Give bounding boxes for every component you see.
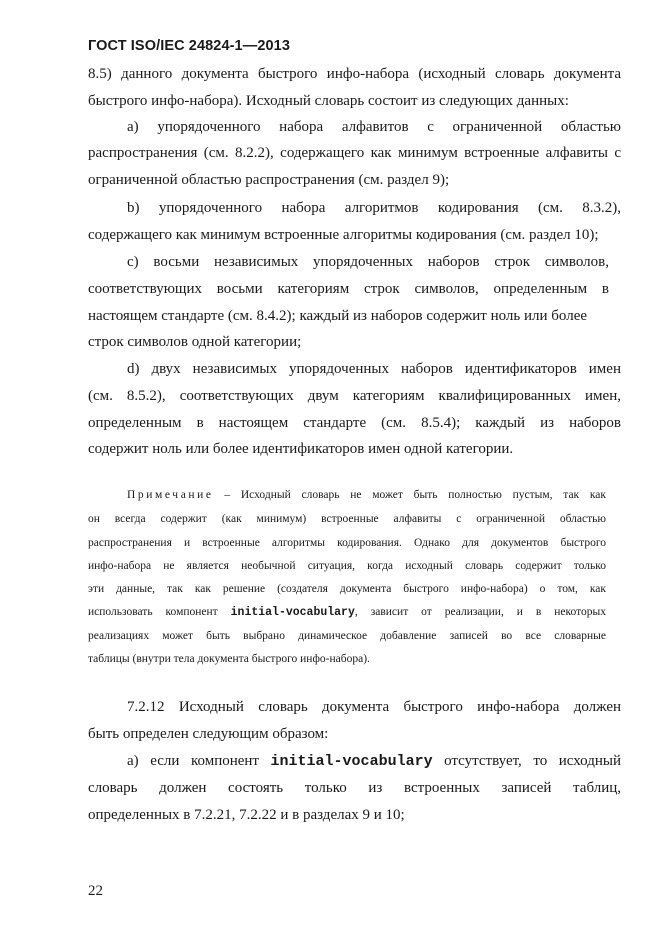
list-item-c-line: строк символов одной категории; — [88, 334, 302, 350]
note-line: таблицы (внутри тела документа быстрого инфо-набора). — [88, 653, 370, 665]
list-item-a-line: распространения (см. 8.2.2), содержащего как минимум встроенные алфавиты с — [88, 145, 621, 161]
note-line: распространения и встроенные алгоритмы кодирования. Однако для документов быстрого — [88, 537, 606, 549]
paragraph-line: быстрого инфо-набора). Исходный словарь состоит из следующих данных: — [88, 93, 569, 109]
code-initial-vocabulary: initial-vocabulary — [230, 606, 355, 619]
page-number: 22 — [88, 883, 103, 899]
note-text: , зависит от реализации, и в некоторых — [354, 606, 606, 618]
document-header: ГОСТ ISO/IEC 24824-1—2013 — [88, 38, 290, 54]
note-line — [88, 604, 606, 621]
list-item-d-line: содержит ноль или более идентификаторов имен одной категории. — [88, 441, 514, 457]
section-text: а) если компонент — [127, 753, 271, 769]
paragraph-line: 8.5) данного документа быстрого инфо-набора (исходный словарь документа — [88, 66, 621, 82]
code-initial-vocabulary: initial-vocabulary — [270, 753, 433, 770]
list-item-c-line: с) восьми независимых упорядоченных наборов строк символов, — [127, 254, 609, 270]
list-item-c-line: настоящем стандарте (см. 8.4.2); каждый из наборов содержит ноль или более — [88, 308, 588, 324]
list-item-b-line: содержащего как минимум встроенные алгоритмы кодирования (см. раздел 10); — [88, 227, 599, 243]
section-item-a-line: словарь должен состоять только из встроенных записей таблиц, — [88, 780, 621, 796]
list-item-d-line: d) двух независимых упорядоченных наборов идентификаторов имен — [127, 361, 621, 377]
list-item-d-line: определенным в настоящем стандарте (см. 8.5.4); каждый из наборов — [88, 415, 621, 431]
note-line: эти данные, так как решение (создателя документа быстрого инфо-набора) о том, как — [88, 583, 606, 595]
section-text: отсутствует, то исходный — [432, 753, 621, 769]
note-line — [127, 487, 606, 503]
section-item-a-line: определенных в 7.2.21, 7.2.22 и в разделах 9 и 10; — [88, 807, 405, 823]
list-item-b-line: b) упорядоченного набора алгоритмов кодирования (см. 8.3.2), — [127, 200, 621, 216]
list-item-a-line: ограниченной областью распространения (см. раздел 9); — [88, 172, 450, 188]
section-item-a-line — [127, 751, 621, 772]
note-text: – Исходный словарь не может быть полностью пустым, так как — [213, 489, 606, 501]
list-item-a-line: а) упорядоченного набора алфавитов с ограниченной областью — [127, 119, 621, 135]
note-text: использовать компонент — [88, 606, 231, 618]
note-label: Примечание — [127, 489, 214, 501]
list-item-d-line: (см. 8.5.2), соответствующих двум категориям квалифицированных имен, — [88, 388, 621, 404]
section-7-2-12-line: 7.2.12 Исходный словарь документа быстрого инфо-набора должен — [127, 699, 621, 715]
note-line: инфо-набора не является необычной ситуация, когда исходный словарь содержит только — [88, 560, 606, 572]
note-line: он всегда содержит (как минимум) встроенные алфавиты с ограниченной областью — [88, 513, 606, 525]
section-7-2-12-line: быть определен следующим образом: — [88, 726, 329, 742]
list-item-c-line: соответствующих восьми категориям строк символов, определенным в — [88, 281, 609, 297]
note-line: реализациях может быть выбрано динамическое добавление записей во все словарные — [88, 630, 606, 642]
